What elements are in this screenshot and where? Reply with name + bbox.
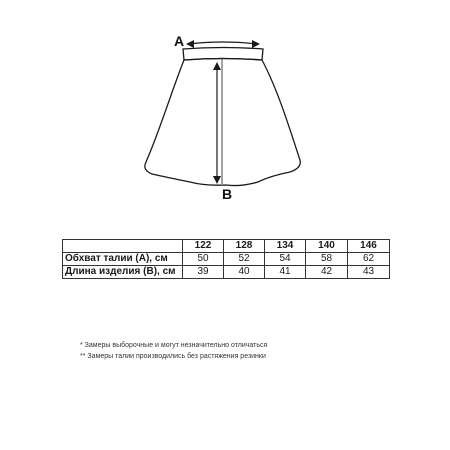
- header-cell: 146: [348, 240, 390, 253]
- table-header-row: [63, 240, 390, 253]
- label-a: A: [174, 33, 185, 49]
- table-cell: 50: [183, 253, 224, 266]
- table-cell: 62: [348, 253, 390, 266]
- length-arrow: [213, 62, 221, 184]
- table-row: [63, 266, 390, 279]
- footnote-sampling: * Замеры выборочные и могут незначительно отличаться: [80, 342, 268, 349]
- table-cell: 40: [224, 266, 265, 279]
- label-b: B: [222, 186, 233, 202]
- header-cell: [63, 240, 183, 253]
- table-cell: 52: [224, 253, 265, 266]
- table-row: [63, 253, 390, 266]
- table-cell: 39: [183, 266, 224, 279]
- header-cell: 140: [306, 240, 348, 253]
- waist-arrow: [186, 40, 260, 48]
- table-cell: 54: [265, 253, 306, 266]
- table-cell: 58: [306, 253, 348, 266]
- header-cell: 134: [265, 240, 306, 253]
- footnote-waist: ** Замеры талии производились без растяжения резинки: [80, 353, 266, 360]
- header-cell: 128: [224, 240, 265, 253]
- size-table: [62, 239, 390, 279]
- row-label: Длина изделия (В), см: [63, 266, 183, 279]
- table-cell: 43: [348, 266, 390, 279]
- header-cell: 122: [183, 240, 224, 253]
- table-cell: 42: [306, 266, 348, 279]
- skirt-body: [145, 59, 300, 186]
- skirt-diagram: [0, 0, 450, 215]
- row-label: Обхват талии (А), см: [63, 253, 183, 266]
- table-cell: 41: [265, 266, 306, 279]
